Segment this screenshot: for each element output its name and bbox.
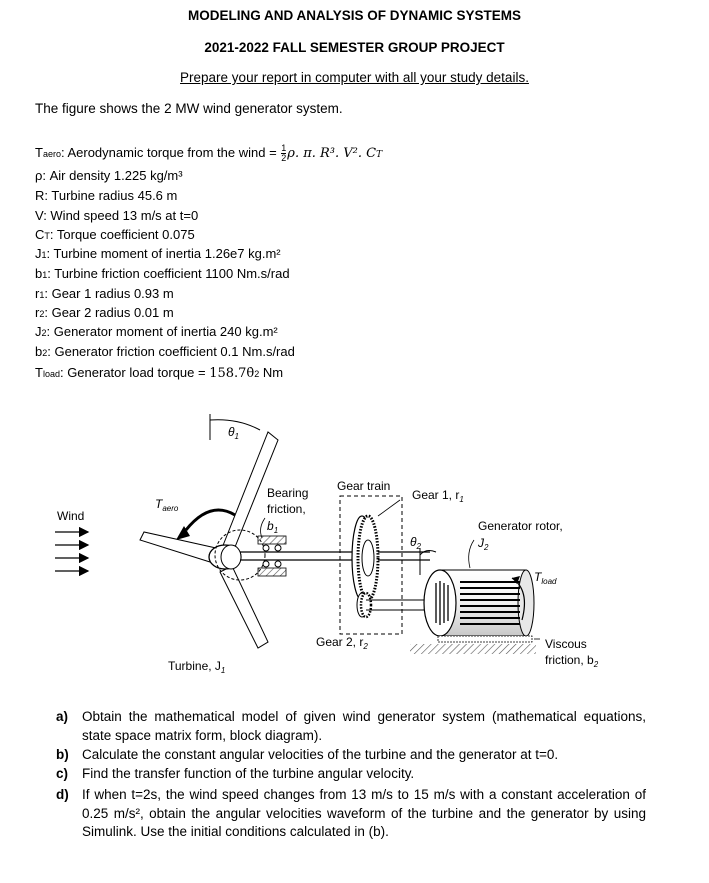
gear-2 [357, 593, 430, 617]
viscous-label-1: Viscous [545, 637, 587, 651]
param-tload-sub: load [42, 369, 60, 379]
tload-fig-sub: load [541, 577, 557, 586]
viscous-label-2 [545, 653, 599, 669]
gear2-text: Gear 2, r [316, 635, 364, 649]
param-taero-text: : Aerodynamic torque from the wind = [60, 144, 281, 160]
param-b2-text: : Generator friction coefficient 0.1 Nm.s/rad [47, 344, 295, 359]
question-c-label: c) [56, 766, 69, 781]
gear1-leader [378, 500, 400, 516]
bearing-leader [261, 518, 265, 538]
taero-fig-sym: T [155, 497, 163, 511]
intro-text: The figure shows the 2 MW wind generator system. [35, 101, 343, 116]
param-b2-sym: b [35, 344, 43, 359]
param-taero-sub: aero [42, 148, 61, 159]
param-ct [35, 227, 195, 242]
viscous-sub: 2 [593, 660, 599, 669]
page-title: MODELING AND ANALYSIS OF DYNAMIC SYSTEMS [187, 8, 522, 23]
param-b1 [35, 266, 290, 281]
tload-label [534, 570, 557, 586]
gear1-sub: 1 [459, 495, 464, 504]
gear-train-label: Gear train [337, 479, 391, 493]
question-c [56, 765, 646, 784]
question-b-label: b) [56, 747, 69, 762]
param-tload-formula: 158.7θ̇ [209, 366, 255, 381]
question-a-text: Obtain the mathematical model of given wind generator system (mathematical equations, state space matrix form, block diagram). [82, 709, 646, 743]
wind-generator-figure [0, 395, 709, 685]
bearing-label-3 [267, 519, 278, 535]
param-j2-text: : Generator moment of inertia 240 kg.m² [46, 324, 278, 339]
instruction-text: Prepare your report in computer with all your study details. [180, 70, 529, 85]
param-j1-sub: 1 [41, 250, 47, 260]
bearing-label-2: friction, [267, 502, 306, 516]
gear2-sub: 2 [363, 642, 368, 651]
param-r1-sub: 1 [39, 290, 45, 300]
param-b2 [35, 344, 295, 359]
param-tload-text: : Generator load torque = [59, 365, 210, 380]
fraction-half [281, 144, 286, 163]
j2-sub: 2 [484, 543, 489, 552]
param-j1 [35, 246, 281, 261]
theta2-sym: θ [410, 535, 417, 549]
bearing [258, 536, 286, 576]
param-taero [35, 144, 382, 163]
theta1-arc [210, 420, 260, 430]
param-tload [35, 365, 283, 381]
param-r1-sym: r [35, 286, 40, 301]
wind-arrows [55, 532, 88, 571]
param-rho: ρ: Air density 1.225 kg/m³ [35, 168, 183, 183]
param-tload-sym: T [35, 365, 43, 380]
aero-formula-sub: T [376, 149, 383, 160]
b1-sym: b [267, 519, 274, 533]
bearing-label-1: Bearing [267, 486, 309, 500]
param-j1-text: : Turbine moment of inertia 1.26e7 kg.m² [46, 246, 281, 261]
gear1-text: Gear 1, r [412, 488, 460, 502]
question-d [56, 786, 646, 842]
param-b1-text: : Turbine friction coefficient 1100 Nm.s/rad [47, 266, 290, 281]
theta2-label [410, 535, 422, 551]
j2-sym: J [478, 536, 484, 550]
viscous-text: friction, b [545, 653, 594, 667]
taero-label [155, 497, 179, 513]
turbine-hub-face [221, 545, 241, 569]
question-b [56, 746, 646, 765]
param-j1-sym: J [35, 246, 42, 261]
param-tload-unit: Nm [259, 365, 284, 380]
turbine-sub: 1 [220, 666, 226, 675]
gen-rotor-label: Generator rotor, [478, 519, 563, 533]
param-j2-sym: J [35, 324, 42, 339]
turbine-label [168, 659, 225, 675]
tload-fig-sym: T [534, 570, 542, 584]
theta1-label [228, 425, 239, 441]
taero-fig-sub: aero [162, 504, 179, 513]
gear1-label [412, 488, 464, 504]
page-subtitle: 2021-2022 FALL SEMESTER GROUP PROJECT [204, 40, 505, 55]
param-tload-formula-sub: 2 [254, 369, 260, 379]
taero-arrow [186, 510, 235, 530]
turbine-blades [140, 432, 278, 648]
gear2-label [316, 635, 368, 651]
question-d-text: If when t=2s, the wind speed changes from 13 m/s to 15 m/s with a constant acceleration of 0.25 m/s², obtain the angular velocities waveform of the turbine and the generator by using Simulink. Use the initial conditions calculated in (b). [82, 787, 646, 839]
param-j2 [35, 324, 278, 339]
fraction-num: 1 [281, 143, 287, 153]
param-j2-sub: 2 [41, 328, 47, 338]
param-ct-sym: C [35, 227, 45, 242]
question-b-text: Calculate the constant angular velocities of the turbine and the generator at t=0. [82, 747, 559, 762]
param-radius: R: Turbine radius 45.6 m [35, 188, 178, 203]
param-b1-sub: 1 [42, 270, 48, 280]
param-b2-sub: 2 [42, 348, 48, 358]
param-r2-sym: r [35, 305, 40, 320]
param-r1 [35, 286, 174, 301]
gen-rotor-leader [469, 540, 474, 568]
param-taero-sym: T [35, 144, 43, 160]
theta1-sym: θ [228, 425, 235, 439]
question-a [56, 708, 646, 745]
param-r2 [35, 305, 174, 320]
param-ct-text: : Torque coefficient 0.075 [49, 227, 195, 242]
aero-formula: ρ. π. R³. V². C [287, 145, 377, 161]
param-wind-speed: V: Wind speed 13 m/s at t=0 [35, 208, 199, 223]
param-ct-sub: T [44, 231, 50, 241]
param-r2-sub: 2 [39, 309, 45, 319]
question-d-label: d) [56, 787, 69, 802]
theta1-sub: 1 [234, 432, 239, 441]
question-c-text: Find the transfer function of the turbine angular velocity. [82, 766, 415, 781]
wind-label: Wind [57, 509, 85, 523]
question-a-label: a) [56, 709, 69, 724]
param-r2-text: : Gear 2 radius 0.01 m [44, 305, 174, 320]
gear-1 [352, 516, 378, 600]
theta2-sub: 2 [416, 542, 421, 551]
param-b1-sym: b [35, 266, 43, 281]
turbine-text: Turbine, J [168, 659, 221, 673]
fraction-den: 2 [281, 153, 287, 163]
theta2-arc [420, 551, 436, 555]
j2-label [477, 536, 489, 552]
b1-sub: 1 [273, 526, 279, 535]
param-r1-text: : Gear 1 radius 0.93 m [44, 286, 174, 301]
